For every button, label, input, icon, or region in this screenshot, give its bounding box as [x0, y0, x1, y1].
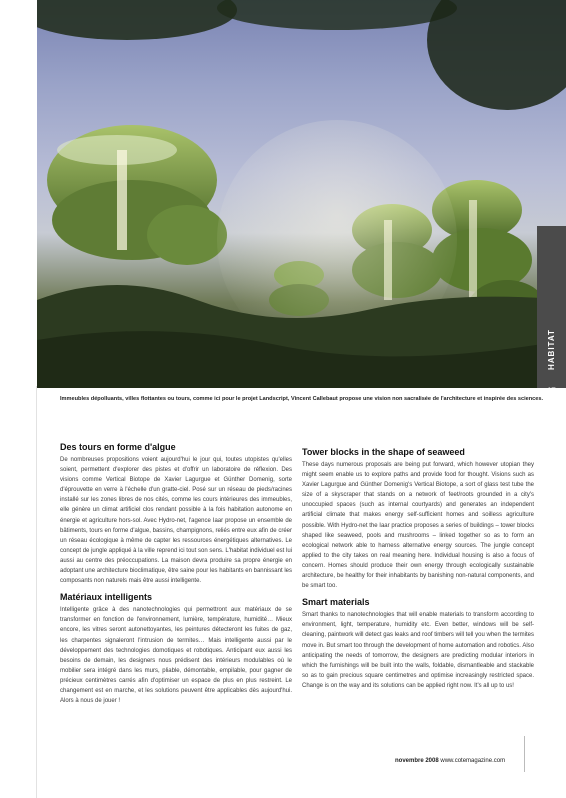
- paragraph-tower-blocks: These days numerous proposals are being put forward, which however utopian they might seem enable us to explore paths and provide food for thought. Visions such as Xavier Lagurgue and Günther Domenig's Vertical Biotope, a sort of glass test tube the size of a skyscraper that stands on a network of feet/roots grounded in a city's unoccupied spaces (such as internal courtyards) and generates an independent artificial climate that makes energy self-sufficient homes and soilless agriculture possible. With Hydro-net the Iaar practice proposes a series of buildings – tower blocks shaped like seaweed, pools and mushrooms – linked together so as to form an ecological network able to harness alternative energy sources. The jungle concept applied to the city takes on real meaning here. Individual housing is also a focus of concern. Homes should produce their own energy through ecologically sustainable architecture, be healthy for their inhabitants by banishing non-natural components, and be smart too.: [302, 462, 534, 590]
- issue-date: novembre 2008: [395, 758, 439, 764]
- english-column: [302, 446, 534, 696]
- heading-smart-materials: Smart materials: [302, 597, 370, 608]
- heading-tours-algue: Des tours en forme d'algue: [60, 442, 176, 452]
- page-number: 45: [545, 386, 556, 396]
- photo-illustration-icon: [37, 0, 566, 388]
- heading-tower-blocks: Tower blocks in the shape of seaweed: [302, 447, 465, 457]
- heading-materiaux: Matériaux intelligents: [60, 592, 153, 603]
- paragraph-smart-materials: Smart thanks to nanotechnologies that will enable materials to transform according to environment, light, temperature, humidity etc. Even better, windows will be self-cleaning, paintwork will detect gas leaks and roof timbers will tell you when the termites move in. But smart too through the development of home automation and robotics. Also anticipating the needs of tomorrow, the designers are predicting modular interiors in which the furnishings will be built into the walls, foldable, dismantleable and stackable so as to gain precious square centimetres and optimise increasingly restricted space. Change is on the way and its solutions can be applied right now. It's all up to us!: [302, 612, 534, 689]
- architecture-photo: [37, 0, 566, 388]
- photo-caption: Immeubles dépolluants, villes flottantes ou tours, comme ici pour le projet Landscript, Vincent Callebaut propose une vision non sacralisée de l'architecture et inspirée des sciences.: [60, 396, 544, 402]
- paragraph-tours-algue: De nombreuses propositions voient aujourd'hui le jour qui, toutes utopistes qu'elles soient, permettent d'explorer des pistes et d'offrir un laboratoire de réflexion. Des visions comme Vertical Biotope de Xavier Lagurgue et Günther Domenig, sorte d'éprouvette en verre à l'échelle d'un gratte-ciel. Posé sur un réseau de pieds/racines installé sur les zones libres de nos cités, comme les cours intérieures des immeubles, elle génère un climat artificiel clos rendant possible à la fois habitation autonome en énergie et agriculture hors-sol. Avec Hydro-net, l'agence Iaar propose un ensemble de bâtiments, tours en forme d'algue, bassins, champignons, reliés entre eux afin de créer un réseau écologique à même de capter les ressources énergétiques alternatives. Le concept de jungle appliqué à la ville reprend ici tout son sens. L'habitat individuel est lui aussi au centre des préoccupations. La maison devra produire sa propre énergie en adoptant une architecture bioclimatique, être saine pour les habitants en bannissant les composants non naturels mais être aussi intelligente.: [60, 457, 292, 585]
- margin-rule: [36, 386, 37, 798]
- website-link[interactable]: www.cotemagazine.com: [440, 758, 506, 764]
- paragraph-materiaux: Intelligente grâce à des nanotechnologies qui permettront aux matériaux de se transformer en fonction de l'environnement, lumière, température, humidité… Mieux encore, les vitres seront autonettoyantes, les peintures détecteront les fuites de gaz, les charpentes signaleront l'intrusion de termites… Mais intelligente aussi par le développement des technologies domotiques et robotiques. Anticipant eux aussi les besoins de demain, les designers nous prédisent des intérieurs modulables où le mobilier sera intégré dans les murs, pliable, démontable, empilable, pour gagner de précieux centimètres carrés afin d'optimiser un espace de plus en plus restreint. Le changement est en marche, et les solutions peuvent être applicables dès aujourd'hui. Alors à nous de jouer !: [60, 607, 292, 705]
- section-label: HABITAT: [547, 329, 556, 371]
- footer-rule: [524, 736, 525, 772]
- page-footer: [395, 758, 525, 764]
- french-column: [60, 441, 292, 711]
